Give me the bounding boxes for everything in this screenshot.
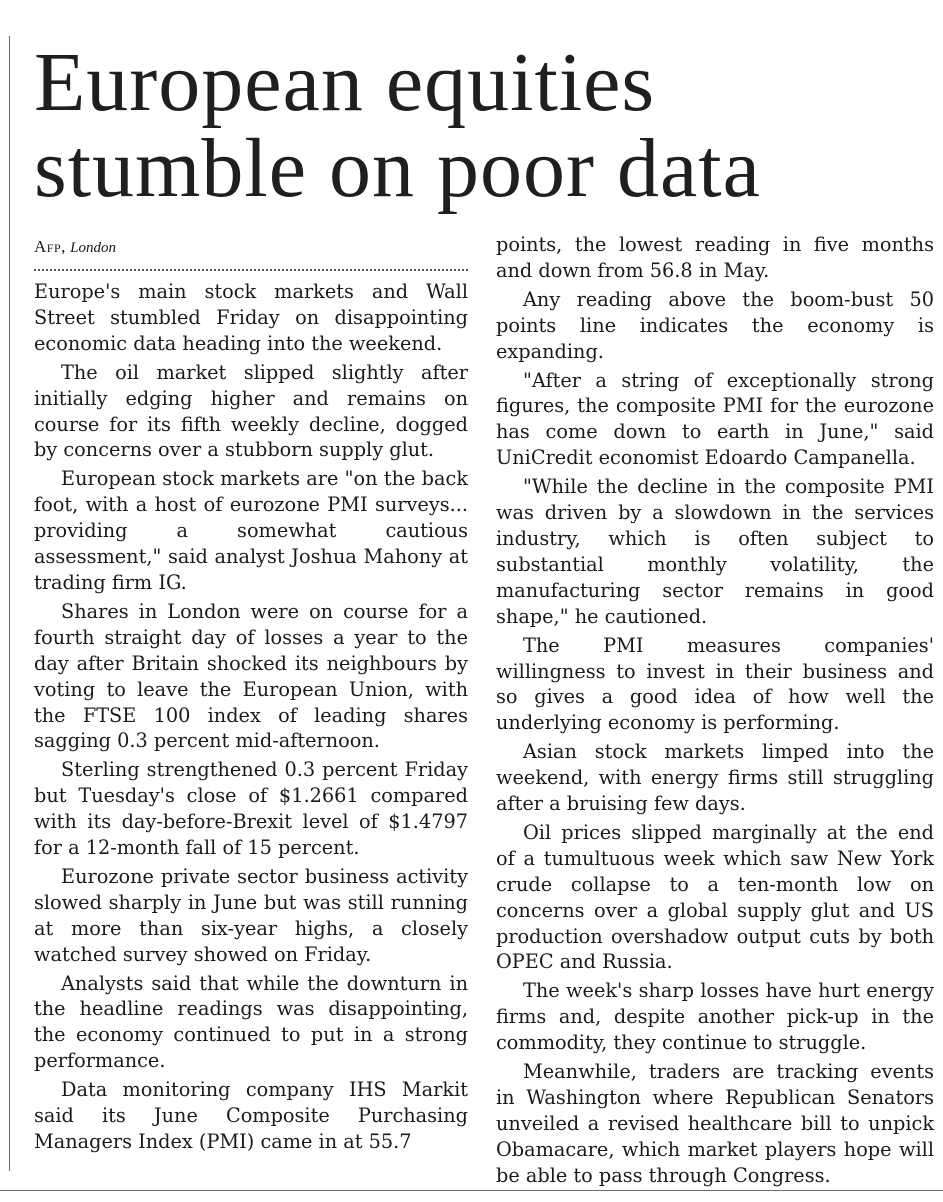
article-paragraph: Oil prices slipped marginally at the end of a tumultuous week which saw New York crude collapse to a ten-month low on concerns over a global supply glut and US production overshadow output cuts by both OPEC and Russia. — [496, 820, 934, 974]
article-paragraph: Eurozone private sector business activity slowed sharply in June but was still running at more than six-year highs, a closely watched survey showed on Friday. — [34, 864, 468, 966]
article-paragraph: European stock markets are "on the back foot, with a host of eurozone PMI surveys... providing a somewhat cautious assessment," said analyst Joshua Mahony at trading firm IG. — [34, 467, 468, 594]
byline-city: London — [70, 240, 116, 256]
article-column-left — [34, 232, 468, 1158]
article-paragraph: "While the decline in the composite PMI was driven by a slowdown in the services industry, which is often subject to substantial monthly volatility, the manufacturing sector remains in good shape," he cautioned. — [496, 475, 934, 628]
article-paragraph: The week's sharp losses have hurt energy firms and, despite another pick-up in the commodity, they continue to struggle. — [496, 979, 934, 1055]
article-paragraph: Analysts said that while the downturn in the headline readings was disappointing, the economy continued to put in a strong performance. — [34, 971, 468, 1073]
column-rule-left — [9, 36, 10, 1171]
byline-agency: Afp, — [34, 237, 66, 256]
article-paragraph: Europe's main stock markets and Wall Street stumbled Friday on disappointing economic data heading into the weekend. — [34, 280, 468, 355]
byline — [34, 232, 468, 262]
article-column-right — [496, 232, 934, 1192]
article-paragraph: Shares in London were on course for a fourth straight day of losses a year to the day after Britain shocked its neighbours by voting to leave the European Union, with the FTSE 100 index of leading shares sagging 0.3 percent mid-afternoon. — [34, 599, 468, 753]
dotted-divider — [34, 269, 468, 271]
article-paragraph: The oil market slipped slightly after initially edging higher and remains on course for its fifth weekly decline, dogged by concerns over a stubborn supply glut. — [34, 360, 468, 462]
article-paragraph: Meanwhile, traders are tracking events in Washington where Republican Senators unveiled a revised healthcare bill to unpick Obamacare, which market players hope will be able to pass through Congress. — [496, 1060, 934, 1187]
article-paragraph: points, the lowest reading in five months and down from 56.8 in May. — [496, 233, 934, 282]
article-paragraph: The PMI measures companies' willingness to invest in their business and so gives a good idea of how well the underlying economy is performing. — [496, 633, 934, 735]
article-paragraph: Sterling strengthened 0.3 percent Friday but Tuesday's close of $1.2661 compared with its day-before-Brexit level of $1.4797 for a 12-month fall of 15 percent. — [34, 758, 468, 860]
headline: European equities stumble on poor data — [34, 36, 761, 215]
article-paragraph: Any reading above the boom-bust 50 points line indicates the economy is expanding. — [496, 287, 934, 363]
article-paragraph: Asian stock markets limped into the weekend, with energy firms still struggling after a bruising few days. — [496, 740, 934, 816]
article-paragraph: "After a string of exceptionally strong figures, the composite PMI for the eurozone has come down to earth in June," said UniCredit economist Edoardo Campanella. — [496, 368, 934, 470]
bottom-rule — [0, 1190, 943, 1191]
article-paragraph: Data monitoring company IHS Markit said its June Composite Purchasing Managers Index (PMI) came in at 55.7 — [34, 1078, 468, 1153]
